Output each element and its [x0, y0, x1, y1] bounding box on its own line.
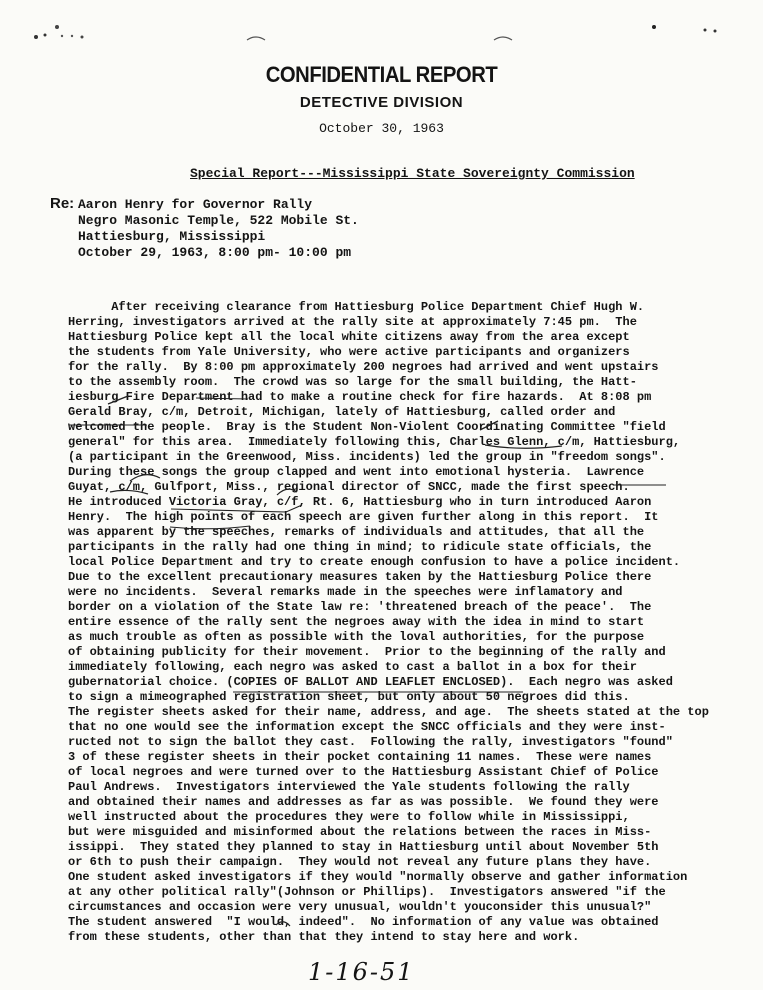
- report-title: CONFIDENTIAL REPORT: [265, 62, 498, 87]
- body-line: that no one would see the information except the SNCC officials and they were inst-: [68, 720, 666, 734]
- body-line: to sign a mimeographed registration sheet, but only about 50 negroes did this.: [68, 690, 630, 704]
- body-line: Paul Andrews. Investigators interviewed the Yale students following the rally: [68, 780, 630, 794]
- body-line: During these songs the group clapped and went into emotional hysteria. Lawrence: [68, 465, 645, 479]
- body-line: The register sheets asked for their name, address, and age. The sheets stated at the top: [68, 705, 709, 719]
- body-line: to the assembly room. The crowd was so large for the small building, the Hatt-: [68, 375, 637, 389]
- body-line: Gerald Bray, c/m, Detroit, Michigan, lately of Hattiesburg, called order and: [68, 405, 616, 419]
- body-line: He introduced Victoria Gray, c/f, Rt. 6, Hattiesburg who in turn introduced Aaron: [68, 495, 652, 509]
- body-line: After receiving clearance from Hattiesburg Police Department Chief Hugh W.: [68, 300, 645, 314]
- body-line: welcomed the people. Bray is the Student Non-Violent Coordinating Committee "field: [68, 420, 666, 434]
- body-line: of local negroes and were turned over to the Hattiesburg Assistant Chief of Police: [68, 765, 659, 779]
- handwritten-number: 1-16-51: [308, 958, 415, 986]
- body-line: at any other political rally"(Johnson or Phillips). Investigators answered "if the: [68, 885, 666, 899]
- body-line: or 6th to push their campaign. They would not reveal any future plans they have.: [68, 855, 652, 869]
- body-line: Henry. The high points of each speech are given further along in this report. It: [68, 510, 659, 524]
- body-line: The student answered "I would, indeed". No information of any value was obtained: [68, 915, 659, 929]
- body-line: iesburg Fire Department had to make a routine check for fire hazards. At 8:08 pm: [68, 390, 652, 404]
- body-line: border on a violation of the State law re: 'threatened breach of the peace'. The: [68, 600, 652, 614]
- body-line: and obtained their names and addresses as far as was possible. We found they were: [68, 795, 659, 809]
- body-line: general" for this area. Immediately following this, Charles Glenn, c/m, Hattiesburg,: [68, 435, 681, 449]
- re-line: Negro Masonic Temple, 522 Mobile St.: [78, 213, 359, 228]
- body-line: immediately following, each negro was asked to cast a ballot in a box for their: [68, 660, 637, 674]
- body-line: gubernatorial choice. (COPIES OF BALLOT AND LEAFLET ENCLOSED). Each negro was asked: [68, 675, 673, 689]
- body-line: Due to the excellent precautionary measures taken by the Hattiesburg Police there: [68, 570, 652, 584]
- special-report-line: Special Report---Mississippi State Sovereignty Commission: [190, 166, 635, 181]
- body-line: as much trouble as often as possible with the loval authorities, for the purpose: [68, 630, 645, 644]
- body-line: entire essence of the rally sent the negroes away with the idea in mind to start: [68, 615, 645, 629]
- re-line: Hattiesburg, Mississippi: [78, 229, 266, 244]
- body-line: participants in the rally had one thing in mind; to ridicule state officials, the: [68, 540, 652, 554]
- body-line: Herring, investigators arrived at the rally site at approximately 7:45 pm. The: [68, 315, 637, 329]
- division-heading: DETECTIVE DIVISION: [299, 94, 464, 111]
- body-line: the students from Yale University, who were active participants and organizers: [68, 345, 630, 359]
- body-line: local Police Department and try to create enough confusion to have a police incident.: [68, 555, 681, 569]
- body-line: ructed not to sign the ballot they cast. Following the rally, investigators "found": [68, 735, 673, 749]
- body-line: issippi. They stated they planned to stay in Hattiesburg until about November 5th: [68, 840, 659, 854]
- body-line: 3 of these register sheets in their pocket containing 11 names. These were names: [68, 750, 652, 764]
- body-line: from these students, other than that they intend to stay here and work.: [68, 930, 580, 944]
- re-line: Aaron Henry for Governor Rally: [78, 197, 313, 212]
- body-line: One student asked investigators if they would "normally observe and gather information: [68, 870, 688, 884]
- re-line: October 29, 1963, 8:00 pm- 10:00 pm: [78, 245, 352, 260]
- re-prefix: Re:: [50, 195, 75, 212]
- body-line: Guyat, c/m, Gulfport, Miss., regional director of SNCC, made the first speech.: [68, 480, 630, 494]
- body-line: were no incidents. Several remarks made in the speeches were inflamatory and: [68, 585, 623, 599]
- body-line: but were misguided and misinformed about the relations between the races in Miss-: [68, 825, 652, 839]
- body-line: well instructed about the procedures they were to follow while in Mississippi,: [68, 810, 630, 824]
- body-line: (a participant in the Greenwood, Miss. incidents) led the group in "freedom songs".: [68, 450, 666, 464]
- report-date: October 30, 1963: [319, 121, 444, 136]
- scan-specks: [0, 0, 763, 60]
- body-line: circumstances and occasion were very unusual, wouldn't youconsider this unusual?": [68, 900, 652, 914]
- body-line: was apparent by the speeches, remarks of individuals and attitudes, that all the: [68, 525, 645, 539]
- body-line: of obtaining publicity for their movement. Prior to the beginning of the rally and: [68, 645, 666, 659]
- body-line: Hattiesburg Police kept all the local white citizens away from the area except: [68, 330, 630, 344]
- body-line: for the rally. By 8:00 pm approximately 200 negroes had arrived and went upstairs: [68, 360, 659, 374]
